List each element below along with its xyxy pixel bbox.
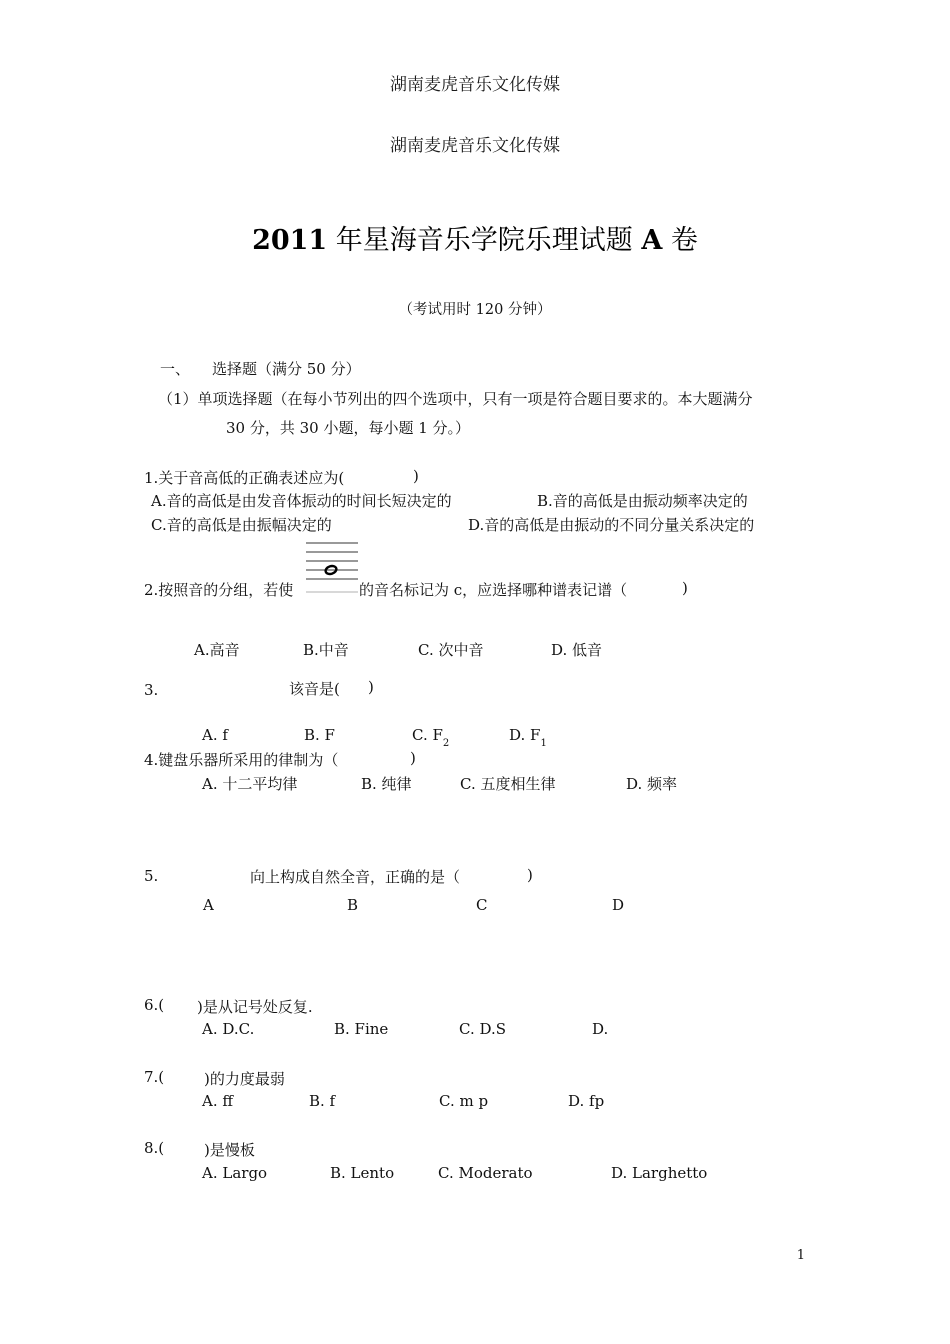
q3-paren: ) [368, 678, 374, 696]
q3-option-d-text: D. F [509, 726, 541, 744]
q2-option-b: B.中音 [303, 641, 349, 659]
q6-stem-post: )是从记号处反复. [197, 998, 313, 1016]
q7-option-c: C. m p [439, 1092, 489, 1110]
q3-stem: 该音是( [289, 680, 340, 698]
page-title [0, 218, 950, 257]
q7-option-d: D. fp [568, 1092, 605, 1110]
title-paper: A [641, 225, 663, 256]
q5-stem: 向上构成自然全音，正确的是（ [250, 868, 461, 886]
q7-stem: 7.( [144, 1068, 165, 1086]
q6-option-a: A. D.C. [202, 1020, 255, 1038]
q8-option-d: D. Larghetto [611, 1164, 708, 1182]
q7-stem-post: )的力度最弱 [204, 1070, 285, 1088]
q2-stem-post: 的音名标记为 c，应选择哪种谱表记谱（ [359, 581, 628, 599]
q5-number: 5. [144, 867, 159, 885]
q3-option-d-subscript: 1 [540, 738, 547, 749]
q4-option-b: B. 纯律 [361, 775, 412, 793]
music-staff-image [306, 541, 358, 593]
q4-option-c: C. 五度相生律 [460, 775, 556, 793]
q2-option-d: D. 低音 [551, 641, 603, 659]
q2-paren: ) [682, 579, 688, 597]
q5-paren: ) [527, 866, 533, 884]
q8-option-b: B. Lento [330, 1164, 395, 1182]
q7-option-b: B. f [309, 1092, 336, 1110]
q6-option-c: C. D.S [459, 1020, 507, 1038]
q4-option-d: D. 频率 [626, 775, 678, 793]
q6-stem: 6.( [144, 996, 165, 1014]
q1-option-d: D.音的高低是由振动的不同分量关系决定的 [468, 516, 755, 534]
q6-option-b: B. Fine [334, 1020, 389, 1038]
q8-stem: 8.( [144, 1139, 165, 1157]
section-number: 一、 [160, 360, 191, 378]
q4-option-a: A. 十二平均律 [202, 775, 298, 793]
section-heading: 选择题（满分 50 分） [212, 360, 361, 378]
exam-duration: （考试用时 120 分钟） [398, 302, 552, 318]
q8-option-c: C. Moderato [438, 1164, 533, 1182]
q3-option-c-subscript: 2 [442, 738, 450, 749]
title-year: 2011 [252, 225, 328, 256]
q1-option-c: C.音的高低是由振幅决定的 [151, 516, 332, 534]
q2-option-a: A.高音 [194, 641, 240, 659]
q5-option-b: B [347, 896, 359, 914]
q1-stem: 1.关于音高低的正确表述应为( [144, 469, 345, 487]
q8-option-a: A. Largo [202, 1164, 268, 1182]
page-number: 1 [796, 1248, 805, 1263]
q2-stem-pre: 2.按照音的分组，若使 [144, 581, 294, 599]
q3-option-a: A. f [202, 726, 228, 744]
section-instructions-line2: 30 分，共 30 小题，每小题 1 分。） [226, 419, 471, 437]
q3-option-b: B. F [304, 726, 335, 744]
q3-number: 3. [144, 681, 159, 699]
q7-option-a: A. ff [202, 1092, 234, 1110]
q4-paren: ) [410, 749, 416, 767]
q3-option-d [509, 726, 547, 749]
q5-option-a: A [203, 896, 214, 914]
q8-stem-post: )是慢板 [204, 1141, 255, 1159]
title-text: 年星海音乐学院乐理试题 [327, 225, 642, 256]
q1-option-a: A.音的高低是由发音体振动的时间长短决定的 [151, 492, 452, 510]
q5-option-d: D [612, 896, 625, 914]
q1-paren: ) [413, 467, 419, 485]
section-instructions-line1: （1）单项选择题（在每小节列出的四个选项中，只有一项是符合题目要求的。本大题满分 [158, 390, 753, 408]
q4-stem: 4.键盘乐器所采用的律制为（ [144, 751, 339, 769]
q3-option-c [412, 726, 449, 749]
q6-option-d: D. [592, 1020, 609, 1038]
q2-option-c: C. 次中音 [418, 641, 484, 659]
q3-option-c-text: C. F [412, 726, 443, 744]
q5-option-c: C [476, 896, 488, 914]
header-line-1: 湖南麦虎音乐文化传媒 [390, 75, 560, 95]
q1-option-b: B.音的高低是由振动频率决定的 [537, 492, 748, 510]
title-suffix: 卷 [662, 225, 698, 256]
header-line-2: 湖南麦虎音乐文化传媒 [390, 136, 560, 156]
